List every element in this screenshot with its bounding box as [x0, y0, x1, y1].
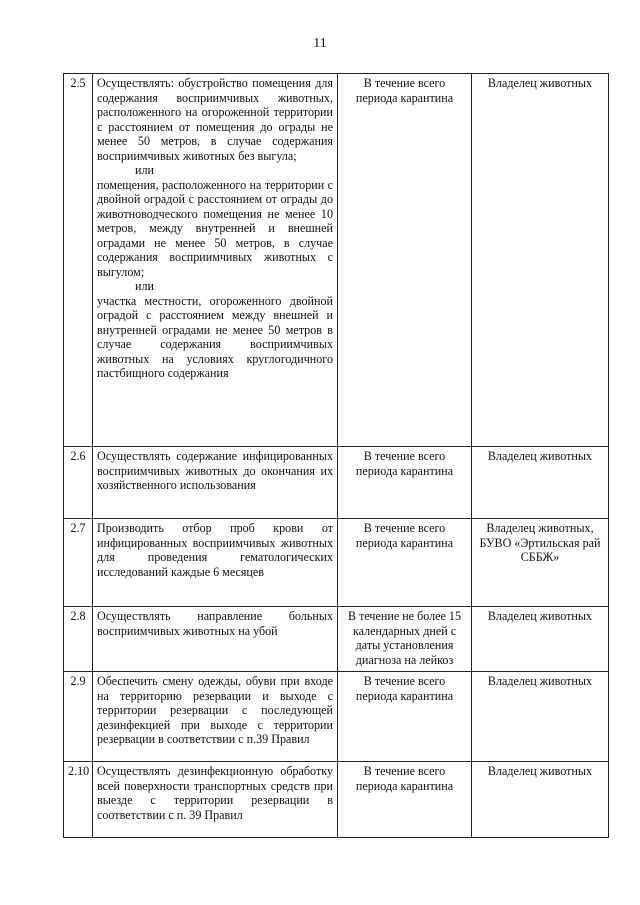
- term-cell: В течение всего периода карантина: [338, 519, 472, 607]
- table-row: [64, 74, 609, 447]
- term-cell: В течение не более 15 календарных дней с даты установления диагноза на лейкоз: [338, 607, 472, 672]
- action-text: помещения, расположенного на территории с двойной оградой с расстоянием от ограды до животноводческого помещения не менее 10 метров, между внутренней и внешней оградами не менее 50 метров, в случае содержания восприимчивых животных с выгулом;: [97, 177, 333, 279]
- row-number: 2.6: [64, 447, 93, 519]
- responsible-cell: Владелец животных: [472, 607, 609, 672]
- table-row: [64, 607, 609, 672]
- action-cell: Производить отбор проб крови от инфицированных восприимчивых животных для проведения гематологических исследований каждые 6 месяцев: [93, 519, 338, 607]
- responsible-cell: Владелец животных, БУВО «Эртильская рай СББЖ»: [472, 519, 609, 607]
- action-cell: [93, 74, 338, 447]
- action-conjunction: или: [135, 163, 154, 177]
- action-text: Осуществлять: обустройство помещения для содержания восприимчивых животных, расположенного на огороженной территории с расстоянием от помещения до ограды не менее 50 метров, в случае содержания восприимчивых животных без выгула;: [97, 76, 333, 163]
- action-conjunction: или: [135, 279, 154, 293]
- measures-table: [63, 73, 609, 838]
- term-cell: В течение всего периода карантина: [338, 447, 472, 519]
- table-row: [64, 519, 609, 607]
- row-number: 2.7: [64, 519, 93, 607]
- table-row: [64, 447, 609, 519]
- responsible-cell: Владелец животных: [472, 74, 609, 447]
- table-row: [64, 672, 609, 762]
- term-cell: В течение всего периода карантина: [338, 74, 472, 447]
- responsible-cell: Владелец животных: [472, 447, 609, 519]
- term-cell: В течение всего периода карантина: [338, 762, 472, 838]
- action-cell: Осуществлять направление больных восприимчивых животных на убой: [93, 607, 338, 672]
- row-number: 2.9: [64, 672, 93, 762]
- action-cell: Осуществлять содержание инфицированных восприимчивых животных до окончания их хозяйственного использования: [93, 447, 338, 519]
- responsible-cell: Владелец животных: [472, 672, 609, 762]
- row-number: 2.10: [64, 762, 93, 838]
- responsible-cell: Владелец животных: [472, 762, 609, 838]
- table-row: [64, 762, 609, 838]
- action-cell: Осуществлять дезинфекционную обработку всей поверхности транспортных средств при выезде с территории резервации в соответствии с п. 39 Правил: [93, 762, 338, 838]
- term-cell: В течение всего периода карантина: [338, 672, 472, 762]
- action-text: участка местности, огороженного двойной оградой с расстоянием между внешней и внутренней оградами не менее 50 метров в случае содержания восприимчивых животных на условиях круглогодичного пастбищного содержания: [97, 293, 333, 380]
- page-number: 11: [313, 36, 327, 51]
- row-number: 2.8: [64, 607, 93, 672]
- row-number: 2.5: [64, 74, 93, 447]
- action-cell: Обеспечить смену одежды, обуви при входе на территорию резервации и выходе с территории резервации с последующей дезинфекцией при выходе с территории резервации в соответствии с п.39 Правил: [93, 672, 338, 762]
